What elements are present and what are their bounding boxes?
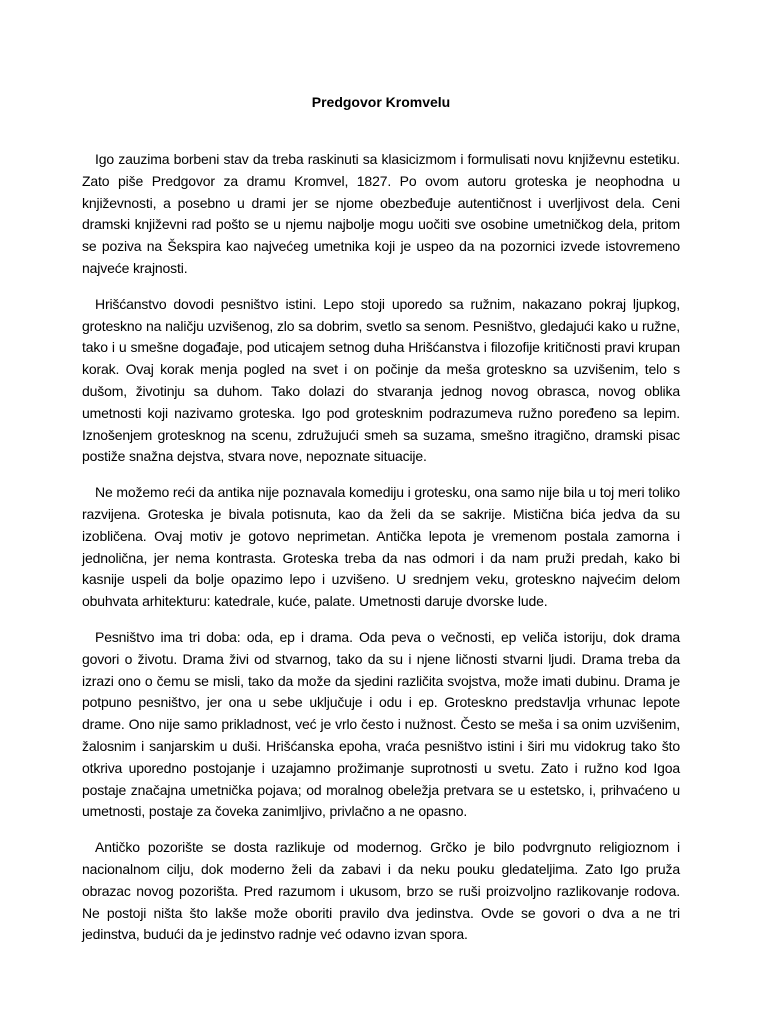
paragraph-4: Pesništvo ima tri doba: oda, ep i drama. Oda peva o večnosti, ep veliča istoriju, dok drama govori o životu. Drama živi od stvarnog, tako da su i njene ličnosti stvarni ljudi. Drama treba da izrazi ono o čemu se misli, tako da može da sjedini različita svojstva, može imati dubinu. Drama je potpuno pesništvo, jer ona u sebe uključuje i odu i ep. Groteskno predstavlja vrhunac lepote drame. Ono nije samo prikladnost, već je vrlo često i nužnost. Često se meša i sa onim uzvišenim, žalosnim i sanjarskim u duši. Hrišćanska epoha, vraća pesništvo istini i širi mu vidokrug tako što otkriva uporedno postojanje i uzajamno prožimanje suprotnosti u svetu. Zato i ružno kod Igoa postaje značajna umetnička pojava; od moralnog obeležja pretvara se u estetsko, i, prihvaćeno u umetnosti, postaje za čoveka zanimljivo, privlačno a ne opasno. bbox=[82, 628, 680, 820]
document-title: Predgovor Kromvelu bbox=[311, 94, 451, 110]
paragraph-3: Ne možemo reći da antika nije poznavala komediju i grotesku, ona samo nije bila u toj meri toliko razvijena. Groteska je bivala potisnuta, kao da želi da se sakrije. Mistična bića jedva da su izobličena. Ovaj motiv je gotovo neprimetan. Antička lepota je vremenom postala zamorna i jednolična, jer nema kontrasta. Groteska treba da nas odmori i da nam pruži predah, kako bi kasnije uspeli da bolje opazimo lepo i uzvišeno. U srednjem veku, groteskno najvećim delom obuhvata arhitekturu: katedrale, kuće, palate. Umetnosti daruje dvorske lude. bbox=[82, 484, 680, 610]
document-body bbox=[82, 149, 680, 960]
paragraph-5: Antičko pozorište se dosta razlikuje od modernog. Grčko je bilo podvrgnuto religioznom i nacionalnom cilju, dok moderno želi da zabavi i da neku pouku gledateljima. Zato Igo pruža obrazac novog pozorišta. Pred razumom i ukusom, brzo se ruši proizvoljno razlikovanje rodova. Ne postoji ništa što lakše može oboriti pravilo dva jedinstva. Ovde se govori o dva a ne tri jedinstva, budući da je jedinstvo radnje već odavno izvan spora. bbox=[82, 839, 680, 943]
paragraph-2: Hrišćanstvo dovodi pesništvo istini. Lepo stoji uporedo sa ružnim, nakazano pokraj ljupkog, groteskno na naličju uzvišenog, zlo sa dobrim, svetlo sa senom. Pesništvo, gledajući kako u ružne, tako i u smešne događaje, pod uticajem setnog duha Hrišćanstva i filozofije kritičnosti pravi krupan korak. Ovaj korak menja pogled na svet i on počinje da meša groteskno sa uzvišenim, telo s dušom, životinju sa duhom. Tako dolazi do stvaranja jednog novog obrasca, novog oblika umetnosti koji nazivamo groteska. Igo pod grotesknim podrazumeva ružno poređeno sa lepim. Iznošenjem grotesknog na scenu, združujući smeh sa suzama, smešno itragično, dramski pisac postiže snažna dejstva, stvara nove, nepoznate situacije. bbox=[82, 295, 680, 465]
paragraph-1: Igo zauzima borbeni stav da treba raskinuti sa klasicizmom i formulisati novu književnu estetiku. Zato piše Predgovor za dramu Kromvel, 1827. Po ovom autoru groteska je neophodna u književnosti, a posebno u drami jer se njome obezbeđuje autentičnost i uverljivost dela. Ceni dramski književni rad pošto se u njemu najbolje mogu uočiti sve osobine umetničkog dela, pritom se poziva na Šekspira kao najvećeg umetnika koji je uspeo da na pozornici izvede istovremeno najveće krajnosti. bbox=[82, 151, 680, 276]
